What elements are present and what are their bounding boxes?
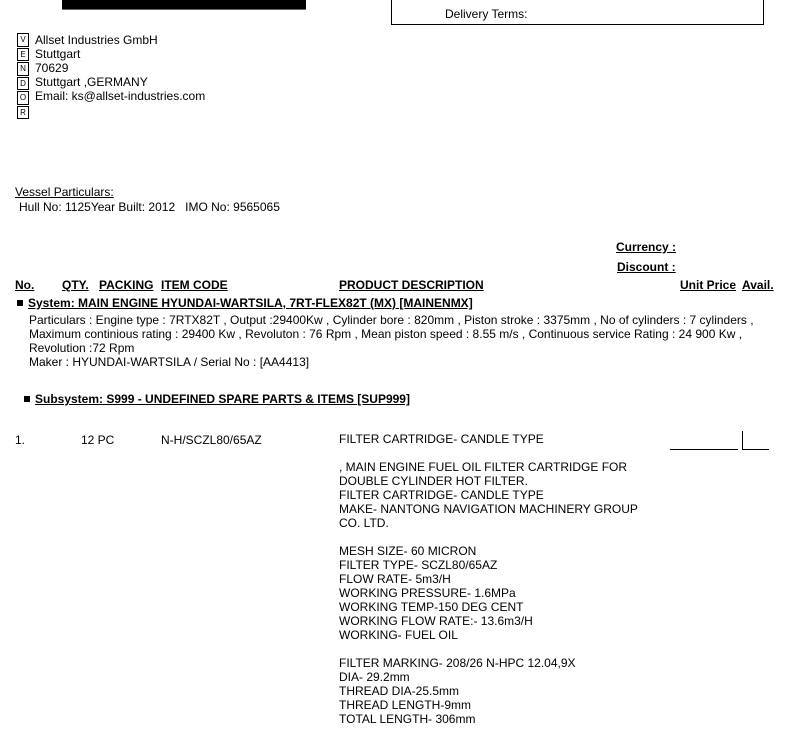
vendor-postcode: 70629	[35, 61, 69, 75]
desc-line: MAKE- NANTONG NAVIGATION MACHINERY GROUP	[339, 502, 638, 516]
currency-label: Currency :	[616, 240, 677, 254]
vendor-name: Allset Industries GmbH	[35, 33, 158, 47]
desc-line: MESH SIZE- 60 MICRON	[339, 544, 477, 558]
desc-line: DIA- 29.2mm	[339, 670, 410, 684]
square-bullet-icon	[17, 300, 23, 306]
desc-line: , MAIN ENGINE FUEL OIL FILTER CARTRIDGE FOR	[339, 460, 628, 474]
desc-line: FILTER CARTRIDGE- CANDLE TYPE	[339, 488, 544, 502]
item-description-block-2	[339, 544, 533, 642]
particulars-text: Particulars : Engine type : 7RTX82T , Output :29400Kw , Cylinder bore : 820mm , Piston stroke : 3375mm , No of cylinders : 7 cylinders , Maximum continious rating : 29400 Kw , Revoluton : 76 Rpm , Mean piston speed : 8.55 m/s , Continuous service Rating : 24 900 Kw , Revolution :72 Rpm	[29, 313, 754, 355]
square-bullet-icon	[24, 396, 30, 402]
unit-price-field	[670, 449, 738, 450]
col-qty: QTY.	[62, 278, 89, 292]
desc-line: WORKING TEMP-150 DEG CENT	[339, 600, 524, 614]
col-product-description: PRODUCT DESCRIPTION	[339, 278, 484, 292]
company-logo	[62, 0, 306, 10]
vessel-details	[19, 200, 280, 214]
item-title: FILTER CARTRIDGE- CANDLE TYPE	[339, 432, 544, 446]
vendor-email: Email: ks@allset-industries.com	[35, 89, 206, 103]
delivery-terms-label: Delivery Terms:	[445, 7, 528, 21]
system-heading	[17, 296, 473, 310]
vendor-letter: E	[17, 48, 29, 62]
desc-line: TOTAL LENGTH- 306mm	[339, 712, 476, 726]
maker-text: Maker : HYUNDAI-WARTSILA / Serial No : [AA4413]	[29, 355, 310, 369]
desc-line: FILTER MARKING- 208/26 N-HPC 12.04,9X	[339, 656, 576, 670]
desc-line: THREAD LENGTH-9mm	[339, 698, 472, 712]
col-item-code: ITEM CODE	[161, 278, 228, 292]
desc-line: FILTER TYPE- SCZL80/65AZ	[339, 558, 498, 572]
col-avail: Avail.	[742, 278, 774, 292]
desc-line: WORKING PRESSURE- 1.6MPa	[339, 586, 516, 600]
desc-line: WORKING- FUEL OIL	[339, 628, 458, 642]
vendor-letter: O	[17, 91, 29, 105]
item-qty: 12 PC	[81, 433, 115, 447]
vendor-letter: V	[17, 33, 29, 47]
vendor-address	[35, 33, 205, 103]
desc-line: CO. LTD.	[339, 516, 389, 530]
desc-line: THREAD DIA-25.5mm	[339, 684, 460, 698]
subsystem-title: Subsystem: S999 - UNDEFINED SPARE PARTS & ITEMS [SUP999]	[35, 392, 410, 406]
item-description-block-3	[339, 656, 576, 726]
system-title: System: MAIN ENGINE HYUNDAI-WARTSILA, 7RT-FLEX82T (MX) [MAINENMX]	[28, 296, 473, 310]
discount-label: Discount :	[617, 260, 676, 274]
vendor-letter: N	[17, 62, 29, 76]
year-built: Year Built: 2012	[90, 200, 176, 214]
desc-line: FLOW RATE- 5m3/H	[339, 572, 451, 586]
vendor-letter: D	[17, 77, 29, 91]
subsystem-heading	[24, 392, 410, 406]
col-no: No.	[15, 278, 35, 292]
hull-no: Hull No: 1125	[19, 200, 91, 214]
system-particulars	[29, 313, 789, 369]
desc-line: DOUBLE CYLINDER HOT FILTER.	[339, 474, 528, 488]
item-code: N-H/SCZL80/65AZ	[161, 433, 262, 447]
imo-no: IMO No: 9565065	[185, 200, 280, 214]
item-no: 1.	[15, 433, 26, 447]
vendor-city: Stuttgart	[35, 47, 81, 61]
desc-line: WORKING FLOW RATE:- 13.6m3/H	[339, 614, 533, 628]
col-packing: PACKING	[99, 278, 154, 292]
vendor-vertical-label	[17, 33, 30, 120]
item-description-block-1	[339, 460, 638, 530]
vessel-particulars-heading: Vessel Particulars:	[15, 185, 114, 199]
avail-field	[742, 431, 769, 450]
vendor-letter: R	[17, 106, 29, 120]
vendor-country: Stuttgart ,GERMANY	[35, 75, 148, 89]
col-unit-price: Unit Price	[680, 278, 737, 292]
